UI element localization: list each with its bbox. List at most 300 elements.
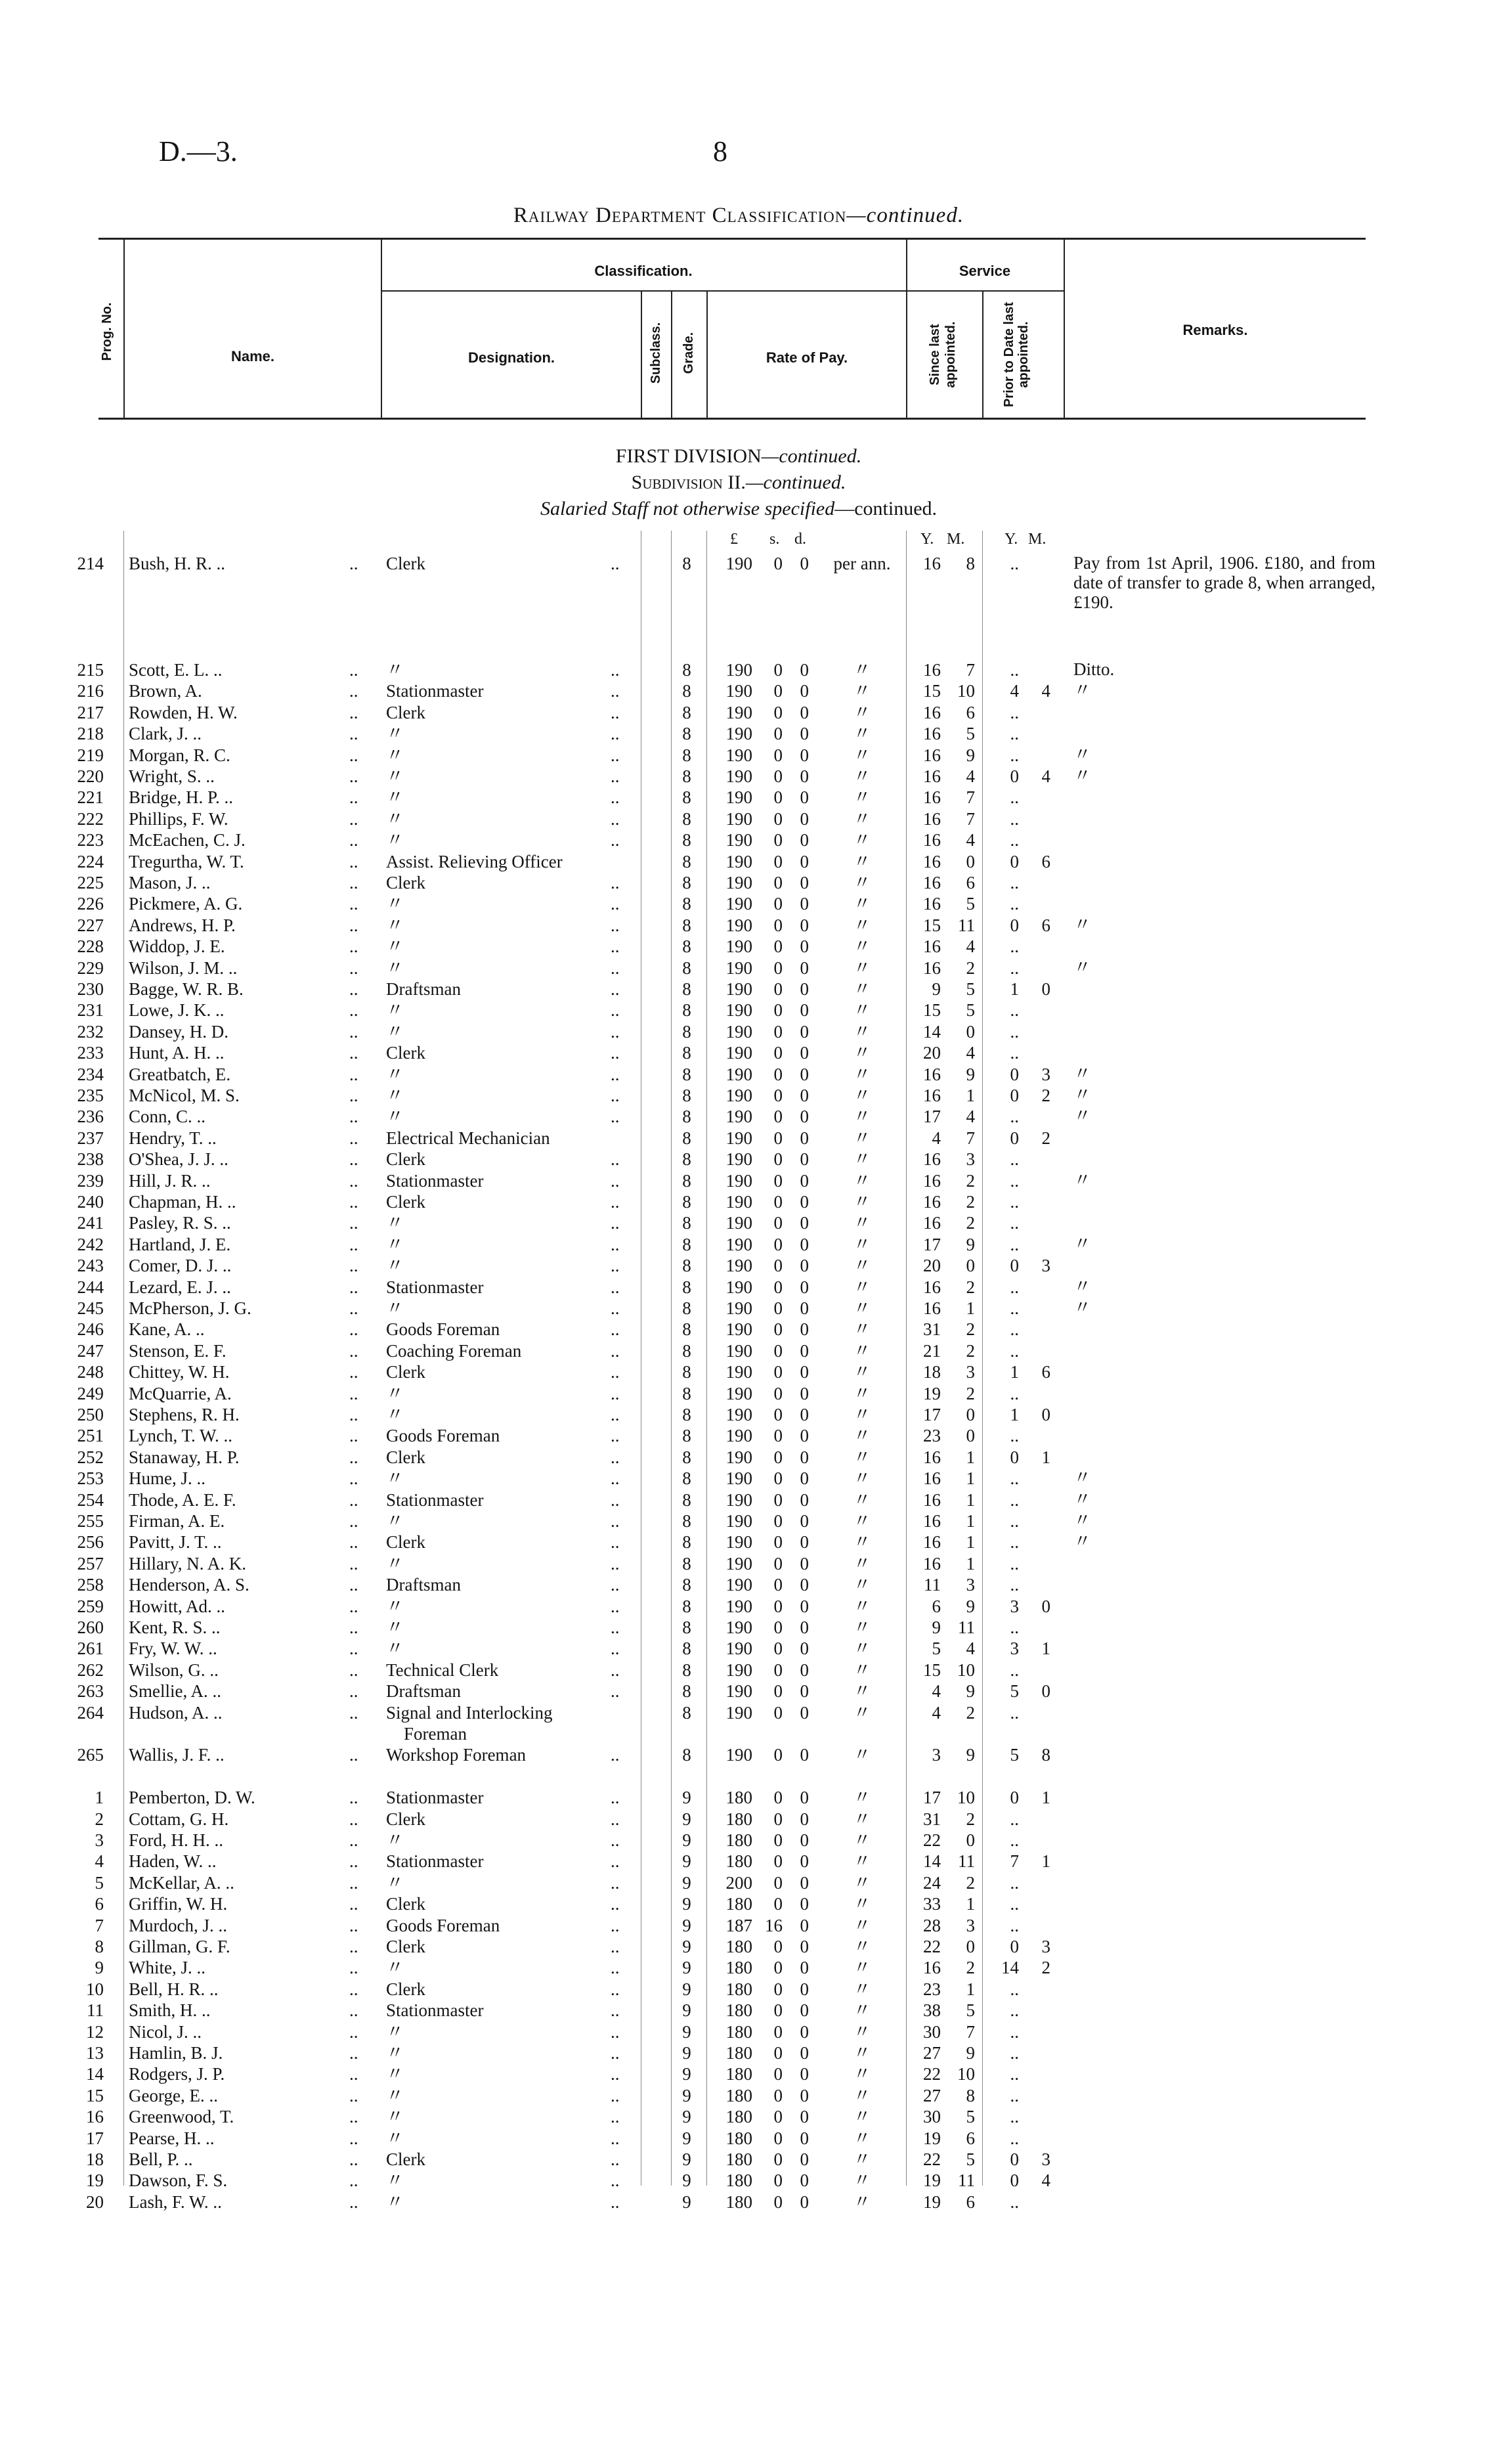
row-prior-years: .. — [1010, 2085, 1019, 2105]
row-designation: Clerk — [386, 1447, 425, 1467]
row-rate-shillings: 0 — [773, 2000, 783, 2021]
row-rate-pounds: 180 — [725, 1937, 752, 1956]
table-row — [0, 979, 1512, 1000]
row-grade: 9 — [682, 1788, 691, 1808]
leader-dots: .. — [349, 1086, 358, 1105]
row-prior-years: 0 — [1010, 2170, 1019, 2191]
row-grade: 8 — [682, 1405, 691, 1424]
leader-dots: .. — [611, 660, 620, 680]
row-grade: 8 — [682, 1426, 691, 1446]
row-rate-shillings: 0 — [773, 1596, 783, 1616]
table-row — [0, 702, 1512, 723]
leader-dots: .. — [349, 1788, 358, 1808]
row-designation: 〃 — [386, 936, 404, 957]
row-since-months: 7 — [966, 2021, 975, 2042]
row-designation: 〃 — [386, 2085, 404, 2105]
row-prior-years: .. — [1010, 2021, 1019, 2042]
row-rate-period: 〃 — [853, 702, 871, 722]
row-remarks: 〃 — [1073, 1468, 1091, 1488]
row-since-months: 2 — [966, 1958, 975, 1978]
leader-dots: .. — [349, 1915, 358, 1935]
row-rate-pence: 0 — [800, 2021, 809, 2042]
row-name: Wilson, J. M. .. — [129, 957, 238, 978]
row-since-months: 2 — [966, 1277, 975, 1297]
row-prior-years: .. — [1010, 787, 1019, 808]
table-row — [0, 1277, 1512, 1298]
row-since-months: 0 — [966, 1021, 975, 1042]
row-rate-pounds: 190 — [725, 1639, 752, 1659]
row-rate-pounds: 190 — [725, 1107, 752, 1127]
col-header-prog-no: Prog. No. — [100, 302, 114, 361]
row-rate-pounds: 190 — [725, 936, 752, 957]
row-rate-shillings: 0 — [773, 2021, 783, 2042]
row-grade: 8 — [682, 1618, 691, 1637]
row-rate-pence: 0 — [800, 2107, 809, 2127]
row-rate-pence: 0 — [800, 2170, 809, 2191]
row-prog-no: 4 — [95, 1851, 104, 1872]
row-rate-period: 〃 — [853, 1128, 871, 1148]
row-prog-no: 2 — [95, 1809, 104, 1829]
table-row — [0, 851, 1512, 872]
row-prior-years: .. — [1010, 1149, 1019, 1170]
row-prog-no: 17 — [86, 2128, 104, 2148]
row-rate-pence: 0 — [800, 1405, 809, 1424]
row-prog-no: 6 — [95, 1894, 104, 1914]
table-row — [0, 1681, 1512, 1702]
table-row — [0, 1191, 1512, 1212]
leader-dots: .. — [349, 1021, 358, 1042]
row-rate-pounds: 190 — [725, 1170, 752, 1191]
leader-dots: .. — [611, 936, 620, 957]
row-grade: 8 — [682, 1383, 691, 1403]
row-remarks: 〃 — [1073, 1063, 1091, 1084]
row-grade: 8 — [682, 1362, 691, 1382]
row-name: Hartland, J. E. — [129, 1234, 231, 1254]
row-grade: 8 — [682, 1192, 691, 1212]
row-name: McPherson, J. G. — [129, 1298, 251, 1318]
leader-dots: .. — [349, 745, 358, 765]
row-name: McNicol, M. S. — [129, 1086, 240, 1105]
row-designation: 〃 — [386, 1830, 404, 1850]
row-grade: 8 — [682, 1021, 691, 1042]
row-since-years: 30 — [923, 2021, 941, 2042]
row-designation: 〃 — [386, 1107, 404, 1127]
row-since-months: 2 — [966, 1872, 975, 1893]
row-rate-period: per ann. — [833, 554, 891, 573]
row-since-years: 16 — [923, 1170, 941, 1191]
row-rate-pence: 0 — [800, 1170, 809, 1191]
row-rate-shillings: 0 — [773, 702, 783, 722]
row-designation: 〃 — [386, 1596, 404, 1616]
row-rate-period: 〃 — [853, 724, 871, 744]
row-rate-pence: 0 — [800, 1213, 809, 1233]
leader-dots: .. — [349, 681, 358, 701]
table-row — [0, 1170, 1512, 1191]
row-prior-years: 5 — [1010, 1745, 1019, 1765]
leader-dots: .. — [611, 745, 620, 765]
row-prog-no: 252 — [77, 1447, 104, 1467]
row-since-years: 17 — [923, 1788, 941, 1808]
row-since-years: 3 — [932, 1745, 941, 1765]
row-name: Pearse, H. .. — [129, 2128, 215, 2148]
row-since-months: 1 — [966, 1468, 975, 1489]
table-row — [0, 1128, 1512, 1149]
row-prior-years: .. — [1010, 1277, 1019, 1297]
leader-dots: .. — [349, 1170, 358, 1191]
row-grade: 9 — [682, 1979, 691, 1999]
table-row — [0, 1510, 1512, 1531]
row-rate-period: 〃 — [853, 2170, 871, 2191]
row-since-years: 31 — [923, 1809, 941, 1829]
leader-dots: .. — [611, 1064, 620, 1084]
row-rate-pounds: 190 — [725, 979, 752, 999]
row-since-months: 0 — [966, 1830, 975, 1850]
row-prior-years: .. — [1010, 2000, 1019, 2021]
row-designation: Clerk — [386, 1979, 425, 1999]
row-rate-period: 〃 — [853, 1788, 871, 1808]
vline-since — [982, 292, 983, 419]
leader-dots: .. — [611, 1851, 620, 1872]
row-designation: Draftsman — [386, 979, 461, 999]
row-since-months: 5 — [966, 2107, 975, 2127]
row-rate-pence: 0 — [800, 1107, 809, 1127]
row-rate-period: 〃 — [853, 1107, 871, 1127]
row-prog-no: 248 — [77, 1362, 104, 1382]
row-grade: 8 — [682, 1086, 691, 1105]
row-since-years: 16 — [923, 554, 941, 573]
leader-dots: .. — [611, 1362, 620, 1382]
row-prior-years: .. — [1010, 1553, 1019, 1574]
row-prior-years: .. — [1010, 1213, 1019, 1233]
row-rate-pence: 0 — [800, 1383, 809, 1403]
row-name: Griffin, W. H. — [129, 1894, 228, 1914]
row-grade: 8 — [682, 1702, 691, 1723]
row-prog-no: 249 — [77, 1383, 104, 1403]
row-prog-no: 228 — [77, 936, 104, 957]
row-rate-pounds: 190 — [725, 1702, 752, 1723]
row-prog-no: 264 — [77, 1702, 104, 1723]
row-grade: 8 — [682, 851, 691, 871]
row-name: Comer, D. J. .. — [129, 1256, 232, 1276]
row-rate-shillings: 0 — [773, 1639, 783, 1659]
row-rate-period: 〃 — [853, 1043, 871, 1063]
row-rate-pence: 0 — [800, 724, 809, 744]
row-rate-shillings: 0 — [773, 2043, 783, 2063]
leader-dots: .. — [349, 1362, 358, 1382]
row-rate-shillings: 0 — [773, 1851, 783, 1872]
row-rate-period: 〃 — [853, 1553, 871, 1574]
row-rate-shillings: 0 — [773, 1681, 783, 1702]
row-rate-pence: 0 — [800, 1788, 809, 1808]
row-grade: 8 — [682, 554, 691, 573]
row-prior-years: .. — [1010, 1660, 1019, 1680]
row-since-years: 11 — [924, 1575, 941, 1595]
row-designation: 〃 — [386, 1000, 404, 1021]
row-since-years: 16 — [923, 1277, 941, 1297]
row-rate-shillings: 0 — [773, 681, 783, 701]
leader-dots: .. — [611, 1596, 620, 1616]
row-since-months: 9 — [966, 2043, 975, 2063]
row-rate-pence: 0 — [800, 1128, 809, 1148]
row-prior-years: .. — [1010, 1468, 1019, 1489]
row-grade: 9 — [682, 2170, 691, 2191]
leader-dots: .. — [349, 1426, 358, 1446]
row-prog-no: 239 — [77, 1170, 104, 1191]
row-prior-years: .. — [1010, 1511, 1019, 1531]
leader-dots: .. — [349, 1618, 358, 1637]
row-rate-pence: 0 — [800, 1915, 809, 1935]
row-designation: Assist. Relieving Officer — [386, 851, 563, 871]
row-prog-no: 241 — [77, 1213, 104, 1233]
row-designation: 〃 — [386, 745, 404, 765]
row-prior-years: .. — [1010, 1532, 1019, 1552]
table-row — [0, 1596, 1512, 1617]
row-prior-months: 0 — [1041, 1596, 1050, 1616]
row-prog-no: 263 — [77, 1681, 104, 1702]
row-grade: 8 — [682, 915, 691, 935]
row-grade: 8 — [682, 1553, 691, 1574]
row-name: Widdop, J. E. — [129, 936, 225, 957]
row-prog-no: 214 — [77, 554, 104, 573]
row-prior-years: .. — [1010, 2191, 1019, 2212]
row-since-months: 2 — [966, 1809, 975, 1829]
row-since-months: 9 — [966, 1596, 975, 1616]
leader-dots: .. — [611, 2000, 620, 2021]
row-since-months: 1 — [966, 1489, 975, 1510]
leader-dots: .. — [611, 1170, 620, 1191]
row-name: Hudson, A. .. — [129, 1702, 223, 1723]
row-rate-shillings: 0 — [773, 1362, 783, 1382]
row-since-months: 6 — [966, 702, 975, 722]
row-rate-period: 〃 — [853, 830, 871, 850]
row-since-months: 1 — [966, 1894, 975, 1914]
leader-dots: .. — [349, 1298, 358, 1318]
row-prior-months: 4 — [1041, 2170, 1050, 2191]
leader-dots: .. — [349, 2021, 358, 2042]
row-designation: Goods Foreman — [386, 1915, 500, 1935]
row-designation: Workshop Foreman — [386, 1745, 527, 1765]
row-grade: 8 — [682, 681, 691, 701]
leader-dots: .. — [349, 1958, 358, 1978]
row-name: Thode, A. E. F. — [129, 1489, 236, 1510]
row-prior-years: 0 — [1010, 1064, 1019, 1084]
row-rate-period: 〃 — [853, 1149, 871, 1170]
row-name: Wallis, J. F. .. — [129, 1745, 225, 1765]
leader-dots: .. — [349, 1553, 358, 1574]
row-since-years: 16 — [923, 936, 941, 957]
row-since-years: 16 — [923, 1553, 941, 1574]
leader-dots: .. — [611, 1107, 620, 1127]
row-prog-no: 16 — [86, 2107, 104, 2127]
leader-dots: .. — [611, 1809, 620, 1829]
row-rate-shillings: 0 — [773, 1809, 783, 1829]
vline-desig — [641, 292, 642, 419]
row-name: Bridge, H. P. .. — [129, 787, 234, 808]
row-grade: 8 — [682, 1064, 691, 1084]
row-since-months: 1 — [966, 1553, 975, 1574]
row-prog-no: 13 — [86, 2043, 104, 2063]
leader-dots: .. — [349, 1830, 358, 1850]
row-prior-years: 0 — [1010, 1447, 1019, 1467]
leader-dots: .. — [611, 1872, 620, 1893]
row-prior-months: 3 — [1041, 2149, 1050, 2169]
row-rate-pounds: 190 — [725, 1681, 752, 1702]
row-rate-shillings: 0 — [773, 724, 783, 744]
row-prior-years: 4 — [1010, 681, 1019, 701]
row-prior-months: 2 — [1041, 1128, 1050, 1148]
row-rate-shillings: 0 — [773, 1745, 783, 1765]
row-grade: 9 — [682, 1915, 691, 1935]
row-prior-years: .. — [1010, 1702, 1019, 1723]
row-grade: 8 — [682, 1319, 691, 1340]
row-designation: Clerk — [386, 873, 425, 892]
row-rate-pounds: 180 — [725, 2128, 752, 2148]
row-grade: 9 — [682, 2021, 691, 2042]
col-header-classification: Classification. — [594, 263, 693, 279]
row-rate-period: 〃 — [853, 1234, 871, 1254]
row-designation: Stationmaster — [386, 1851, 484, 1872]
row-designation: 〃 — [386, 1405, 404, 1424]
row-prior-months: 0 — [1041, 979, 1050, 999]
table-row — [0, 787, 1512, 808]
row-rate-pounds: 180 — [725, 1788, 752, 1808]
leader-dots: .. — [349, 1575, 358, 1595]
row-remarks: 〃 — [1073, 1170, 1091, 1190]
row-grade: 8 — [682, 1149, 691, 1170]
row-name: Clark, J. .. — [129, 724, 202, 744]
row-since-years: 23 — [923, 1426, 941, 1446]
row-since-months: 3 — [966, 1575, 975, 1595]
row-rate-shillings: 0 — [773, 1511, 783, 1531]
table-row — [0, 1574, 1512, 1595]
row-rate-pence: 0 — [800, 702, 809, 722]
row-prior-months: 2 — [1041, 1958, 1050, 1978]
leader-dots: .. — [349, 2043, 358, 2063]
leader-dots: .. — [349, 1107, 358, 1127]
row-designation-continued: Foreman — [404, 1723, 467, 1744]
row-rate-shillings: 0 — [773, 1086, 783, 1105]
row-rate-shillings: 0 — [773, 1277, 783, 1297]
row-prior-years: 0 — [1010, 1128, 1019, 1148]
row-rate-pence: 0 — [800, 1064, 809, 1084]
unit-months: M. — [947, 531, 965, 548]
row-prior-years: .. — [1010, 1043, 1019, 1063]
row-rate-pence: 0 — [800, 554, 809, 573]
row-rate-shillings: 0 — [773, 1489, 783, 1510]
row-rate-pounds: 190 — [725, 894, 752, 914]
row-prog-no: 220 — [77, 766, 104, 786]
row-rate-period: 〃 — [853, 1468, 871, 1489]
row-rate-period: 〃 — [853, 2085, 871, 2105]
row-rate-shillings: 0 — [773, 1894, 783, 1914]
row-rate-period: 〃 — [853, 1639, 871, 1659]
col-header-rate-of-pay: Rate of Pay. — [766, 349, 848, 366]
row-grade: 8 — [682, 1107, 691, 1127]
row-rate-pounds: 190 — [725, 873, 752, 892]
row-rate-period: 〃 — [853, 1511, 871, 1531]
row-since-years: 9 — [932, 979, 941, 999]
row-prog-no: 262 — [77, 1660, 104, 1680]
row-rate-pence: 0 — [800, 1894, 809, 1914]
leader-dots: .. — [349, 1894, 358, 1914]
row-rate-shillings: 0 — [773, 1447, 783, 1467]
row-designation: Stationmaster — [386, 1277, 484, 1297]
table-row — [0, 2085, 1512, 2106]
row-prior-years: .. — [1010, 554, 1019, 573]
row-rate-period: 〃 — [853, 1596, 871, 1616]
table-row — [0, 1340, 1512, 1361]
row-rate-shillings: 0 — [773, 1192, 783, 1212]
row-designation: Clerk — [386, 1192, 425, 1212]
table-row — [0, 829, 1512, 850]
row-name: Hendry, T. .. — [129, 1128, 217, 1148]
row-rate-pence: 0 — [800, 1596, 809, 1616]
table-row — [0, 1042, 1512, 1063]
row-grade: 8 — [682, 957, 691, 978]
row-name: Lash, F. W. .. — [129, 2191, 222, 2212]
row-rate-pounds: 190 — [725, 1128, 752, 1148]
row-rate-period: 〃 — [853, 1319, 871, 1340]
row-rate-pence: 0 — [800, 1149, 809, 1170]
row-since-months: 7 — [966, 660, 975, 680]
row-rate-period: 〃 — [853, 915, 871, 935]
row-prog-no: 251 — [77, 1426, 104, 1446]
row-since-years: 16 — [923, 745, 941, 765]
row-name: Fry, W. W. .. — [129, 1639, 217, 1659]
row-prog-no: 242 — [77, 1234, 104, 1254]
row-since-years: 17 — [923, 1107, 941, 1127]
header-rule-bottom — [98, 418, 1366, 420]
table-row — [0, 1915, 1512, 1936]
row-rate-period: 〃 — [853, 681, 871, 701]
row-name: Greenwood, T. — [129, 2107, 234, 2127]
leader-dots: .. — [349, 2128, 358, 2148]
row-since-months: 3 — [966, 1362, 975, 1382]
row-rate-period: 〃 — [853, 1575, 871, 1595]
row-rate-pounds: 190 — [725, 1447, 752, 1467]
row-rate-shillings: 0 — [773, 766, 783, 786]
row-name: Stenson, E. F. — [129, 1340, 227, 1361]
row-rate-pence: 0 — [800, 1234, 809, 1254]
leader-dots: .. — [349, 724, 358, 744]
row-since-months: 10 — [957, 1788, 975, 1808]
row-since-months: 0 — [966, 1256, 975, 1276]
row-since-months: 5 — [966, 1000, 975, 1021]
row-remarks: 〃 — [1073, 1489, 1091, 1509]
row-rate-pounds: 180 — [725, 2149, 752, 2169]
row-since-years: 16 — [923, 1958, 941, 1978]
row-rate-pence: 0 — [800, 1553, 809, 1574]
row-prior-years: .. — [1010, 957, 1019, 978]
leader-dots: .. — [611, 1894, 620, 1914]
leader-dots: .. — [611, 1277, 620, 1297]
leader-dots: .. — [349, 2064, 358, 2084]
row-rate-pounds: 190 — [725, 808, 752, 829]
col-header-grade: Grade. — [681, 332, 696, 374]
row-prog-no: 8 — [95, 1937, 104, 1956]
row-since-months: 2 — [966, 1340, 975, 1361]
row-grade: 8 — [682, 894, 691, 914]
table-row — [0, 1064, 1512, 1085]
row-rate-pounds: 180 — [725, 2043, 752, 2063]
row-prior-years: .. — [1010, 1107, 1019, 1127]
leader-dots: .. — [611, 1383, 620, 1403]
row-rate-pounds: 190 — [725, 1489, 752, 1510]
row-grade: 8 — [682, 1511, 691, 1531]
row-designation: Stationmaster — [386, 1170, 484, 1191]
row-name: George, E. .. — [129, 2085, 218, 2105]
leader-dots: .. — [611, 1489, 620, 1510]
